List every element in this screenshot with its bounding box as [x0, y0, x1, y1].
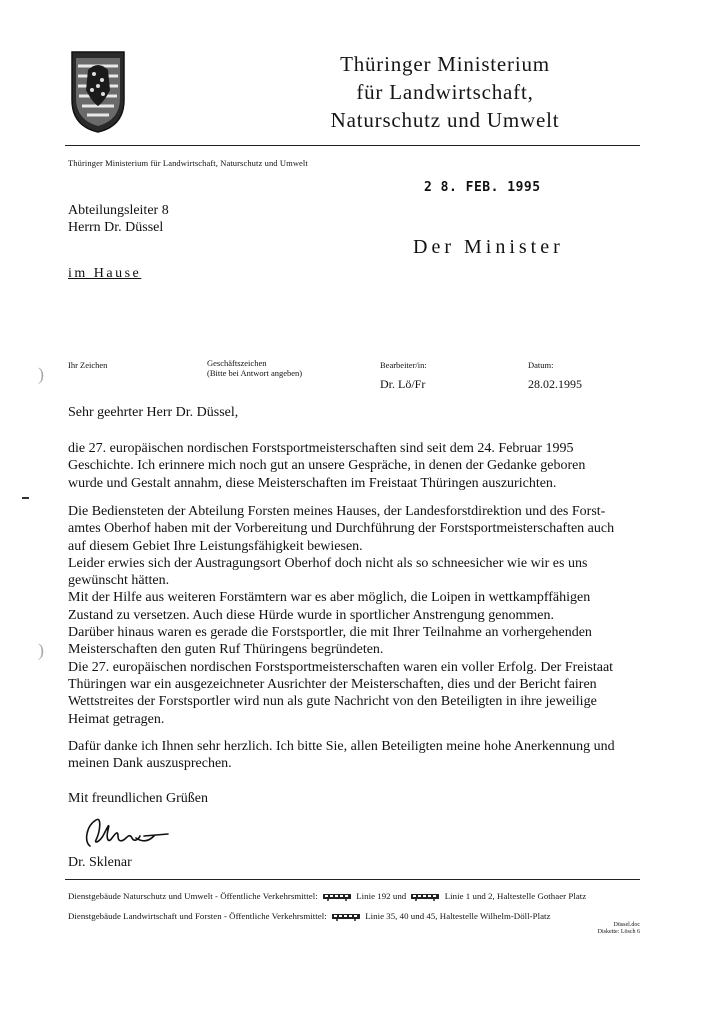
footer-line-1-route: Linie 192 und: [356, 891, 407, 901]
footer-divider: [65, 879, 640, 880]
paragraph-2: [68, 503, 648, 728]
paragraph-line: Mit der Hilfe aus weiteren Forstämtern war es aber möglich, die Loipen in wettkampffähigen: [68, 590, 591, 606]
geschaeftszeichen-note: (Bitte bei Antwort angeben): [207, 368, 303, 378]
footer-line-1: [68, 891, 586, 901]
paragraph-line: auf diesem Gebiet Ihre Leistungsfähigkeit bewiesen.: [68, 538, 363, 554]
paragraph-line: amtes Oberhof haben mit der Vorbereitung und Durchführung der Forstsportmeisterschaften auch: [68, 521, 615, 537]
paragraph-1: [68, 440, 648, 492]
recipient-department: Abteilungsleiter 8: [68, 203, 169, 218]
ministry-name-line-2: für Landwirtschaft,: [356, 80, 534, 104]
footer-building-2: Dienstgebäude Landwirtschaft und Forsten - Öffentliche Verkehrsmittel:: [68, 911, 327, 921]
paragraph-line: gewünscht hätten.: [68, 573, 170, 589]
margin-mark: [22, 497, 29, 499]
ihr-zeichen-label: Ihr Zeichen: [68, 360, 108, 370]
header-divider: [65, 145, 640, 146]
tram-icon: [331, 913, 361, 921]
received-stamp: 2 8. FEB. 1995: [424, 180, 541, 195]
bearbeiter-label: Bearbeiter/in:: [380, 360, 427, 370]
signature-icon: [82, 812, 172, 854]
signer-name: Dr. Sklenar: [68, 855, 132, 870]
paragraph-line: wurde und Gestalt annahm, diese Meisterschaften im Freistaat Thüringen auszurichten.: [68, 475, 557, 491]
paragraph-line: Die 27. europäischen nordischen Forstsportmeisterschaften waren ein voller Erfolg. Der Freistaat: [68, 659, 614, 675]
bearbeiter-value: Dr. Lö/Fr: [380, 377, 426, 391]
paragraph-line: Wettstreites der Forstsportler wird nun als gute Nachricht von den Beteiligten in ihre jeweilige: [68, 694, 597, 710]
ministry-name-line-1: Thüringer Ministerium: [340, 52, 550, 76]
paragraph-line: Geschichte. Ich erinnere mich noch gut an unsere Gespräche, in denen der Gedanke geboren: [68, 458, 586, 474]
paragraph-line: Meisterschaften den guten Ruf Thüringens begründeten.: [68, 642, 384, 658]
paragraph-line: Dafür danke ich Ihnen sehr herzlich. Ich bitte Sie, allen Beteiligten meine hohe Anerkennung und: [68, 739, 615, 754]
ministry-name-line-3: Naturschutz und Umwelt: [330, 108, 560, 132]
paragraph-line: meinen Dank auszusprechen.: [68, 756, 232, 772]
tram-icon: [322, 893, 352, 901]
footer-building-1: Dienstgebäude Naturschutz und Umwelt - Öffentliche Verkehrsmittel:: [68, 891, 318, 901]
footer-line-1-stop: Linie 1 und 2, Haltestelle Gothaer Platz: [444, 891, 587, 901]
datum-label: Datum:: [528, 360, 554, 370]
doc-diskette: Diskette: Lösch 6: [597, 929, 640, 935]
sender-title: Der Minister: [413, 236, 564, 258]
salutation: Sehr geehrter Herr Dr. Düssel,: [68, 405, 239, 420]
geschaeftszeichen-label: Geschäftszeichen: [207, 358, 267, 368]
paragraph-line: Zustand zu versetzen. Auch diese Hürde wurde in sportlicher Anstrengung genommen.: [68, 607, 554, 623]
punch-hole-mark: ): [38, 640, 44, 660]
punch-hole-mark: ): [38, 364, 44, 384]
closing: Mit freundlichen Grüßen: [68, 791, 208, 806]
sender-line: Thüringer Ministerium für Landwirtschaft, Naturschutz und Umwelt: [68, 158, 308, 168]
recipient-name: Herrn Dr. Düssel: [68, 220, 164, 235]
footer-line-2-route: Linie 35, 40 und 45, Haltestelle Wilhelm-Döll-Platz: [365, 911, 551, 921]
paragraph-line: Die Bediensteten der Abteilung Forsten meines Hauses, der Landesforstdirektion und des Forst-: [68, 504, 606, 519]
doc-filename: Düssel.doc: [613, 922, 640, 928]
recipient-location: im Hause: [68, 266, 142, 281]
paragraph-line: Leider erwies sich der Austragungsort Oberhof doch nicht als so schneesicher wie wir es uns: [68, 555, 588, 571]
paragraph-line: Darüber hinaus waren es gerade die Forstsportler, die mit Ihrer Teilnahme an vorhergehenden: [68, 625, 592, 641]
coat-of-arms-icon: [70, 50, 126, 134]
footer-line-2: [68, 911, 550, 921]
datum-value: 28.02.1995: [528, 377, 582, 391]
paragraph-line: Thüringen war ein ausgezeichneter Ausrichter der Meisterschaften, dies und der Bericht fairen: [68, 676, 597, 692]
paragraph-line: Heimat getragen.: [68, 711, 165, 727]
tram-icon: [410, 893, 440, 901]
paragraph-line: die 27. europäischen nordischen Forstsportmeisterschaften sind seit dem 24. Februar 1995: [68, 441, 574, 456]
paragraph-3: [68, 738, 648, 773]
